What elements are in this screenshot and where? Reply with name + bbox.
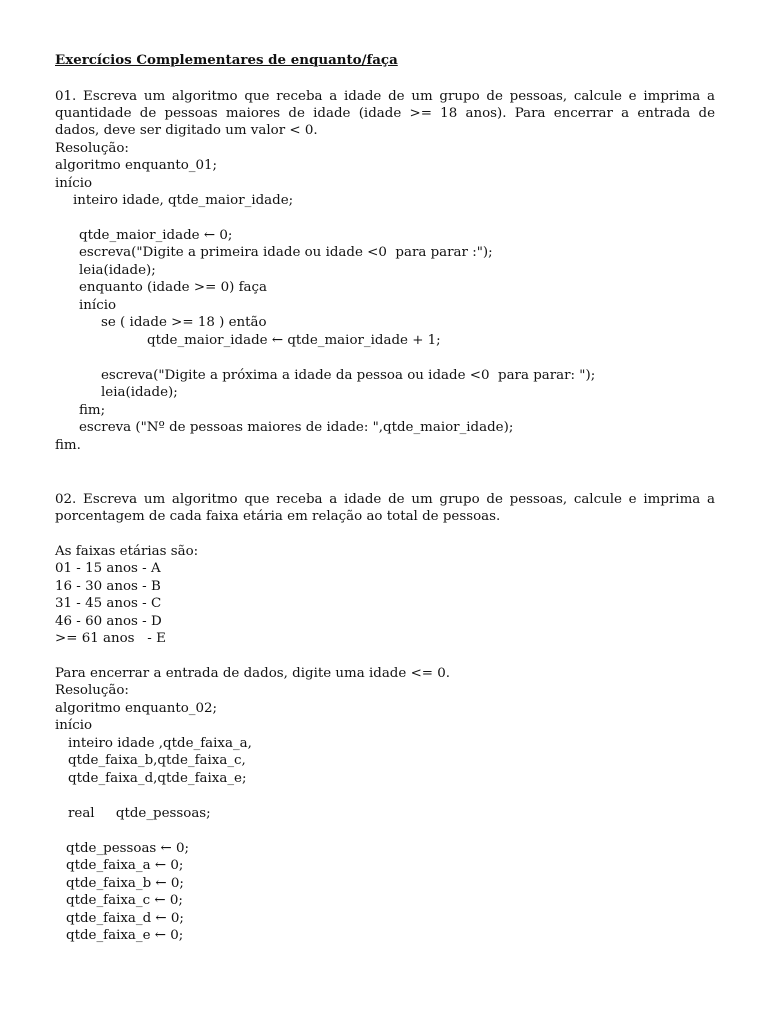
exercise-1-line-2: quantidade de pessoas maiores de idade (idade >= 18 anos). Para encerrar a entrada de <box>55 106 715 121</box>
code-line: qtde_pessoas ← 0; <box>66 841 190 856</box>
code-line: início <box>55 718 93 733</box>
exercise-2-line-2: porcentagem de cada faixa etária em relação ao total de pessoas. <box>55 509 501 524</box>
code-line: fim; <box>79 403 106 418</box>
code-line: Para encerrar a entrada de dados, digite uma idade <= 0. <box>55 666 451 681</box>
code-line: se ( idade >= 18 ) então <box>101 315 267 330</box>
exercise-2-line-1: 02. Escreva um algoritmo que receba a idade de um grupo de pessoas, calcule e imprima a <box>55 492 715 507</box>
code-line: qtde_faixa_c ← 0; <box>66 893 183 908</box>
code-line: real qtde_pessoas; <box>68 806 211 821</box>
code-line: escreva("Digite a próxima a idade da pessoa ou idade <0 para parar: "); <box>101 368 596 383</box>
code-line: qtde_faixa_a ← 0; <box>66 858 184 873</box>
code-line: qtde_faixa_d ← 0; <box>66 911 184 926</box>
code-line: qtde_maior_idade ← 0; <box>79 228 233 243</box>
code-line: escreva ("Nº de pessoas maiores de idade: ",qtde_maior_idade); <box>79 420 514 435</box>
code-line: leia(idade); <box>79 263 156 278</box>
age-range-item: 01 - 15 anos - A <box>55 561 161 576</box>
code-line: qtde_faixa_d,qtde_faixa_e; <box>68 771 247 786</box>
code-line: inteiro idade ,qtde_faixa_a, <box>68 736 252 751</box>
code-line: qtde_faixa_b,qtde_faixa_c, <box>68 753 246 768</box>
code-line: leia(idade); <box>101 385 178 400</box>
age-range-item: >= 61 anos - E <box>55 631 166 646</box>
age-range-item: 31 - 45 anos - C <box>55 596 162 611</box>
code-line: inteiro idade, qtde_maior_idade; <box>73 193 294 208</box>
age-range-item: 46 - 60 anos - D <box>55 614 162 629</box>
code-line: início <box>79 298 117 313</box>
code-line: qtde_faixa_e ← 0; <box>66 928 184 943</box>
code-line: algoritmo enquanto_02; <box>55 701 218 716</box>
age-range-item: 16 - 30 anos - B <box>55 579 161 594</box>
exercise-1-line-1: 01. Escreva um algoritmo que receba a idade de um grupo de pessoas, calcule e imprima a <box>55 89 715 104</box>
code-line: algoritmo enquanto_01; <box>55 158 218 173</box>
code-line: escreva("Digite a primeira idade ou idade <0 para parar :"); <box>79 245 493 260</box>
age-ranges-heading: As faixas etárias são: <box>55 544 199 559</box>
code-line: Resolução: <box>55 683 129 698</box>
exercise-1-line-3: dados, deve ser digitado um valor < 0. <box>55 123 318 138</box>
code-line: qtde_maior_idade ← qtde_maior_idade + 1; <box>147 333 441 348</box>
code-line: fim. <box>55 438 81 453</box>
code-line: Resolução: <box>55 141 129 156</box>
code-line: qtde_faixa_b ← 0; <box>66 876 184 891</box>
document-title: Exercícios Complementares de enquanto/faça <box>55 52 398 68</box>
code-line: início <box>55 176 93 191</box>
code-line: enquanto (idade >= 0) faça <box>79 280 267 295</box>
